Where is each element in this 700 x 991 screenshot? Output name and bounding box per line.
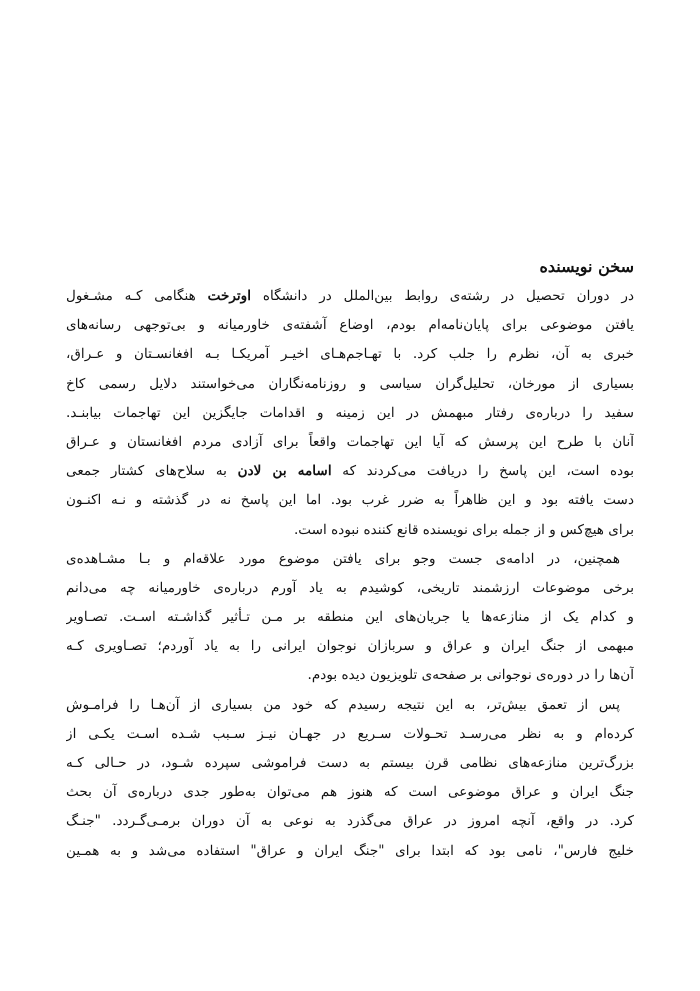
text-run: در دوران تحصیل در رشته‌ی روابط بین‌الملل در دانشگاه xyxy=(251,288,634,304)
text-line xyxy=(66,778,634,807)
text-line xyxy=(66,516,634,545)
text-run: سفید را درباره‌ی رفتار مبهمش در این زمینه و اقدامات جایگزین این تهاجمات بیابنـد. xyxy=(66,404,634,421)
section-heading: سخن نویسنده xyxy=(539,257,634,276)
text-line xyxy=(66,632,634,661)
body-paragraph xyxy=(66,282,634,545)
text-run: دست یافته بود و این ظاهراً به ضرر غرب بود. اما این پاسخ نه در گذشته و نـه اکنـون xyxy=(66,492,634,509)
text-line xyxy=(66,574,634,603)
text-run: و کدام یک از منازعه‌ها یا جریان‌های این منطقه بر مـن تـأثیر گذاشـته اسـت. تصـاویر xyxy=(66,609,634,626)
text-run: آن‌ها را در دوره‌ی نوجوانی بر صفحه‌ی تلویزیون دیده بودم. xyxy=(307,667,634,684)
text-line xyxy=(66,282,634,311)
text-line xyxy=(66,720,634,749)
text-run: همچنین، در ادامه‌ی جست وجو برای یافتن موضوع مورد علاقه‌ام و بـا مشـاهده‌ی xyxy=(66,550,620,567)
text-run: بوده است، این پاسخ را دریافت می‌کردند که xyxy=(331,463,634,480)
text-run: هنگامی کـه مشـغول xyxy=(66,288,208,304)
text-line xyxy=(66,603,634,632)
text-run: کرده‌ام و به نظر می‌رسـد تحـولات سـریع در جهـان نیـز سـبب شـده اسـت یکـی از xyxy=(66,725,634,742)
text-line xyxy=(66,311,634,340)
text-line xyxy=(66,837,634,866)
text-line xyxy=(66,428,634,457)
text-run: برای هیچ‌کس و از جمله برای نویسنده قانع کننده نبوده است. xyxy=(293,521,634,538)
body-paragraph xyxy=(66,691,634,866)
text-line xyxy=(66,691,634,720)
bold-name: اسامه بن لادن xyxy=(237,463,332,480)
text-run: جنگ ایران و عراق موضوعی است که هنوز هم می‌توان به‌طور جدی درباره‌ی آن بحث xyxy=(66,784,634,801)
text-run: خلیج فارس"، نامی بود که ابتدا برای "جنگ ایران و عراق" استفاده می‌شد و به همـین xyxy=(66,842,634,859)
body-paragraph xyxy=(66,545,634,691)
text-line xyxy=(66,661,634,690)
text-line xyxy=(66,340,634,369)
text-line xyxy=(66,749,634,778)
text-run: برخی موضوعات ارزشمند تاریخی، کوشیدم به یاد آورم درباره‌ی خاورمیانه چه می‌دانم xyxy=(66,579,634,596)
text-line xyxy=(66,486,634,515)
text-run: پس از تعمق بیش‌تر، به این نتیجه رسیدم که خود من بسیاری از آن‌هـا را فرامـوش xyxy=(66,696,620,713)
text-line xyxy=(66,370,634,399)
text-line xyxy=(66,545,634,574)
text-run: بزرگ‌ترین منازعه‌های نظامی قرن بیستم به دست فراموشی سپرده شـود، در حـالی کـه xyxy=(66,755,634,771)
text-line xyxy=(66,399,634,428)
text-line xyxy=(66,807,634,836)
text-run: بسیاری از مورخان، تحلیل‌گران سیاسی و روزنامه‌نگاران می‌خواستند دلایل رسمی کاخ xyxy=(66,375,634,392)
text-run: مبهمی از جنگ ایران و عراق و سربازان نوجوان ایرانی را به یاد آوردم؛ تصـاویری کـه xyxy=(66,638,634,655)
text-run: خبری به آن، نظرم را جلب کرد. با تهـاجم‌هـای اخیـر آمریکـا بـه افغانسـتان و عـراق، xyxy=(66,346,634,363)
page-content xyxy=(66,252,634,866)
text-line xyxy=(66,457,634,486)
bold-name: اوترخت xyxy=(207,288,252,304)
text-run: به سلاح‌های کشتار جمعی xyxy=(66,463,238,480)
text-run: آنان با طرح این پرسش که آیا این تهاجمات واقعاً برای آزادی مردم افغانستان و عـراق xyxy=(66,433,634,450)
text-run: کرد. در واقع، آنچه امروز در عراق می‌گذرد به نوعی به آن دوران برمـی‌گـردد. "جنـگ xyxy=(66,813,634,830)
text-run: یافتن موضوعی برای پایان‌نامه‌ام بودم، اوضاع آشفته‌ی خاورمیانه و بی‌توجهی رسانه‌های xyxy=(66,317,634,334)
paragraph-container xyxy=(66,282,634,866)
